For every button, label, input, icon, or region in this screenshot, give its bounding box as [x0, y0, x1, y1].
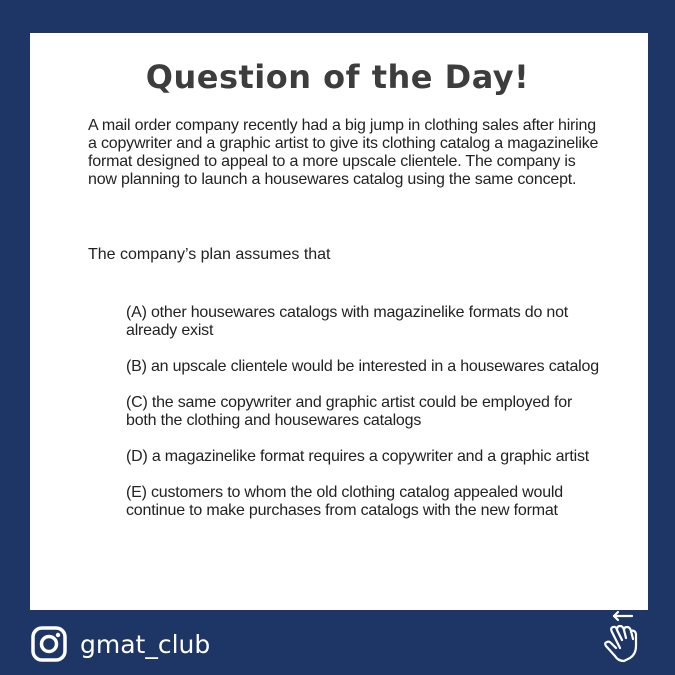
- answer-options: [126, 304, 606, 538]
- page-title: Question of the Day!: [145, 58, 530, 96]
- question-stem: The company’s plan assumes that: [88, 246, 331, 263]
- answer-option-e: (E) customers to whom the old clothing catalog appealed would continue to make purchases from catalogs with the new format: [126, 484, 563, 519]
- answer-option-b: (B) an upscale clientele would be interested in a housewares catalog: [126, 358, 599, 375]
- answer-option-c: (C) the same copywriter and graphic artist could be employed for both the clothing and housewares catalogs: [126, 394, 573, 429]
- answer-option-d: (D) a magazinelike format requires a copywriter and a graphic artist: [126, 448, 590, 465]
- instagram-icon: [30, 625, 68, 663]
- instagram-handle: gmat_club: [80, 629, 211, 659]
- social-footer: [30, 622, 210, 666]
- swipe-hand-icon: [598, 608, 648, 666]
- answer-option-a: (A) other housewares catalogs with magazinelike formats do not already exist: [126, 304, 569, 339]
- question-passage: A mail order company recently had a big jump in clothing sales after hiring a copywriter and a graphic artist to give its clothing catalog a magazinelike format designed to appeal to a more upscale clientele. The company is now planning to launch a housewares catalog using the same concept.: [88, 117, 599, 188]
